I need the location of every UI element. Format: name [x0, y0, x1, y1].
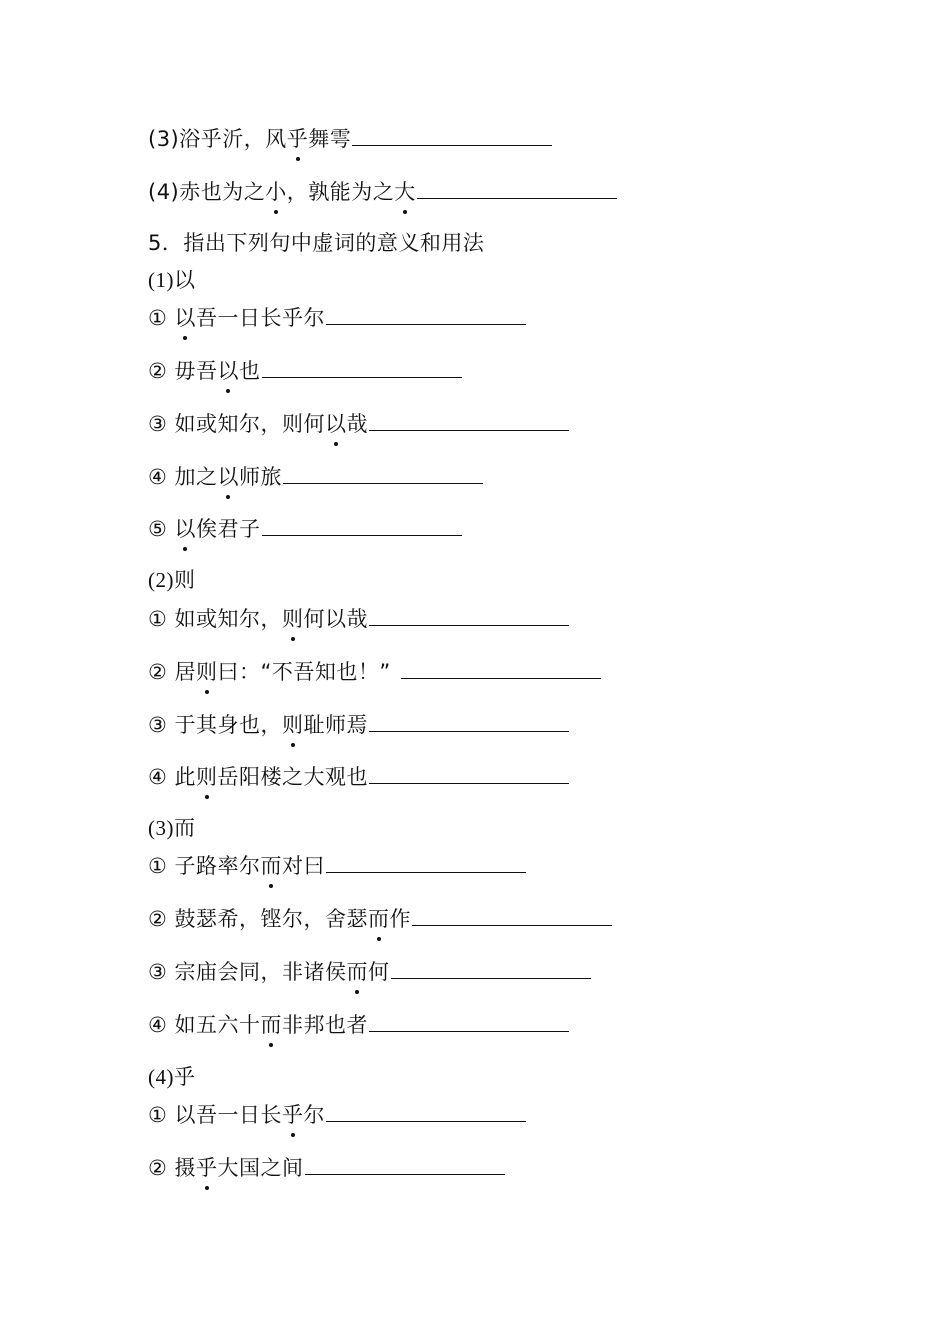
line-text-after: 也	[239, 359, 261, 383]
answer-blank[interactable]	[369, 763, 569, 784]
dotted-char: 而	[260, 1013, 283, 1037]
line-text-after: 哉	[346, 412, 369, 436]
answer-blank[interactable]	[391, 958, 591, 979]
yi-item-2	[148, 357, 462, 385]
dotted-char-2: 大	[394, 180, 416, 204]
dotted-char: 则	[196, 660, 218, 684]
dotted-char: 则	[196, 765, 218, 789]
er-item-2	[148, 905, 612, 933]
dotted-char: 而	[346, 960, 369, 984]
line-text-after: 对曰	[282, 854, 326, 878]
line-text-after: 非邦也者	[282, 1013, 369, 1037]
line-text: ① 子路率尔	[148, 854, 261, 878]
line-text: ② 居	[148, 660, 197, 684]
yi-item-5	[148, 515, 462, 543]
line-text-after: ，孰能为之	[286, 180, 395, 204]
dotted-char: 乎	[196, 1156, 218, 1180]
answer-blank[interactable]	[401, 658, 601, 679]
subsection-hu-heading	[148, 1063, 196, 1091]
line-text: ③ 于其身也，	[148, 713, 283, 737]
line-text: ④ 此	[148, 765, 197, 789]
subsection-yi-heading	[148, 266, 196, 294]
line-text-after: 何以哉	[303, 607, 369, 631]
dotted-char: 以	[174, 306, 197, 330]
dotted-char: 乎	[282, 1103, 304, 1127]
answer-blank[interactable]	[412, 905, 612, 926]
dotted-char: 而	[368, 907, 390, 931]
dotted-char: 则	[282, 607, 304, 631]
line-text-after: 师旅	[239, 465, 283, 489]
er-item-4	[148, 1011, 569, 1039]
subsection-title: (3)而	[148, 816, 196, 840]
line-text: ④ 如五六十	[148, 1013, 261, 1037]
subsection-title: (4)乎	[148, 1065, 196, 1089]
line-text-after: 耻师焉	[303, 713, 369, 737]
item-3-yu-hu-yi	[148, 125, 552, 153]
line-text: ④ 加之	[148, 465, 218, 489]
line-text: ①	[148, 306, 175, 330]
answer-blank[interactable]	[352, 125, 552, 146]
yi-item-3	[148, 410, 569, 438]
ze-item-4	[148, 763, 569, 791]
line-text-after: 舞雩	[308, 127, 352, 151]
question-5-heading	[148, 229, 484, 257]
answer-blank[interactable]	[369, 1011, 569, 1032]
answer-blank[interactable]	[369, 711, 569, 732]
line-text-after: 曰：“不吾知也！”	[217, 660, 391, 684]
yi-item-1	[148, 304, 526, 332]
line-text: (4)赤也为之	[148, 180, 266, 204]
answer-blank[interactable]	[262, 357, 462, 378]
line-text-after: 岳阳楼之大观也	[217, 765, 369, 789]
subsection-ze-heading	[148, 566, 196, 594]
line-text: ① 以吾一日长	[148, 1103, 283, 1127]
subsection-title: (2)则	[148, 568, 196, 592]
question-title: 5．指出下列句中虚词的意义和用法	[148, 231, 485, 255]
dotted-char: 以	[217, 359, 240, 383]
line-text-after: 尔	[303, 1103, 326, 1127]
item-4-chi-ye	[148, 178, 617, 206]
line-text: ① 如或知尔，	[148, 607, 283, 631]
answer-blank[interactable]	[369, 410, 569, 431]
line-text: ② 鼓瑟希，铿尔，舍瑟	[148, 907, 369, 931]
ze-item-2	[148, 658, 601, 686]
yi-item-4	[148, 463, 483, 491]
line-text: ⑤	[148, 517, 175, 541]
answer-blank[interactable]	[417, 178, 617, 199]
dotted-char: 以	[325, 412, 347, 436]
dotted-char: 而	[260, 854, 283, 878]
line-text-after: 大国之间	[217, 1156, 304, 1180]
answer-blank[interactable]	[262, 515, 462, 536]
answer-blank[interactable]	[326, 1101, 526, 1122]
dotted-char: 小	[265, 180, 287, 204]
dotted-char: 则	[282, 713, 304, 737]
answer-blank[interactable]	[305, 1154, 505, 1175]
line-text-after: 作	[389, 907, 412, 931]
ze-item-1	[148, 605, 569, 633]
ze-item-3	[148, 711, 569, 739]
line-text-after: 何	[368, 960, 390, 984]
answer-blank[interactable]	[283, 463, 483, 484]
answer-blank[interactable]	[326, 852, 526, 873]
line-text-after: 吾一日长乎尔	[196, 306, 326, 330]
line-text: ③ 如或知尔，则何	[148, 412, 326, 436]
line-text: ② 毋吾	[148, 359, 218, 383]
answer-blank[interactable]	[369, 605, 569, 626]
hu-item-1	[148, 1101, 526, 1129]
line-text: ② 摄	[148, 1156, 197, 1180]
dotted-char: 以	[174, 517, 197, 541]
line-text-after: 俟君子	[196, 517, 261, 541]
line-text: ③ 宗庙会同，非诸侯	[148, 960, 347, 984]
subsection-title: (1)以	[148, 268, 196, 292]
er-item-3	[148, 958, 591, 986]
dotted-char: 以	[217, 465, 240, 489]
answer-blank[interactable]	[326, 304, 526, 325]
line-text: (3)浴乎沂，风	[148, 127, 287, 151]
er-item-1	[148, 852, 526, 880]
dotted-char: 乎	[286, 127, 309, 151]
subsection-er-heading	[148, 814, 196, 842]
hu-item-2	[148, 1154, 505, 1182]
